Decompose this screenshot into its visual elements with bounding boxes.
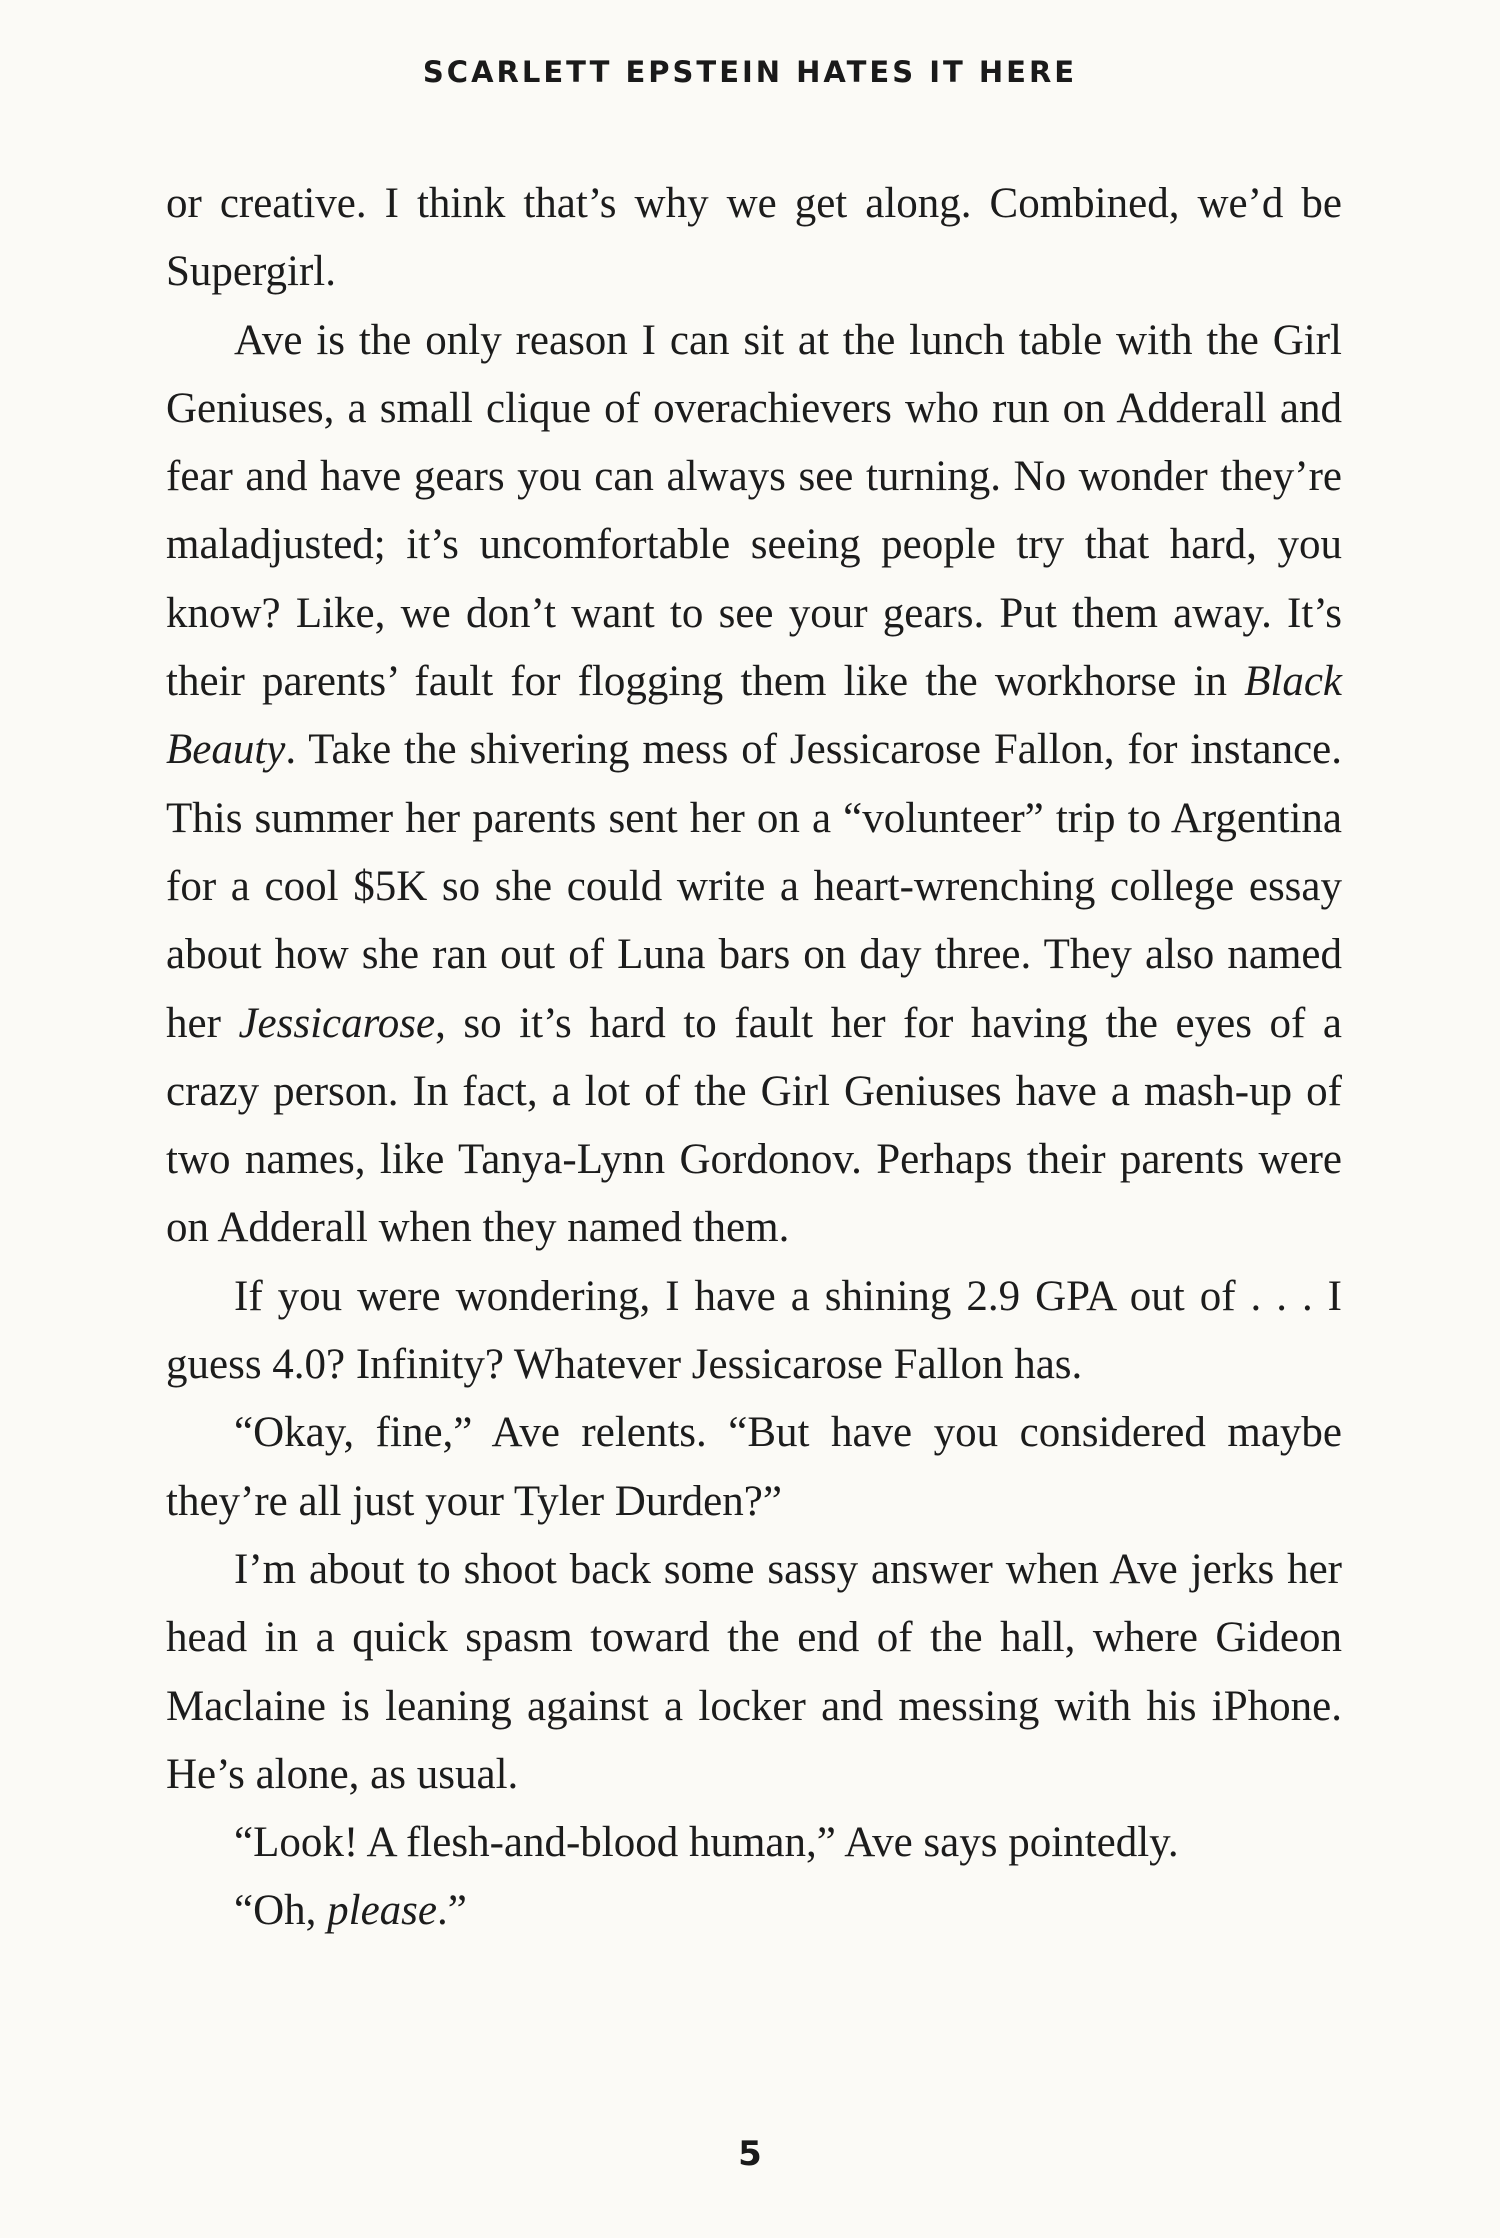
text-segment: “Look! A flesh-and-blood human,” Ave says pointedly. bbox=[234, 1819, 1179, 1867]
running-head: SCARLETT EPSTEIN HATES IT HERE bbox=[422, 55, 1078, 89]
text-segment: Ave is the only reason I can sit at the lunch table with the Girl Geniuses, a small clique of overachievers who run on Adderall and fear and have gears you can always see turning. No wonder they’re maladjusted; it’s uncomfortable seeing people try that hard, you know? Like, we don’t want to see your gears. Put them away. It’s their parents’ fault for flogging them like the workhorse in bbox=[166, 316, 1342, 706]
paragraph bbox=[166, 1263, 1342, 1400]
text-segment: or creative. I think that’s why we get along. Combined, we’d be Supergirl. bbox=[166, 180, 1342, 296]
text-segment: , so it’s hard to fault her for having the eyes of a crazy person. In fact, a lot of the Girl Geniuses have a mash-up of two names, like Tanya-Lynn Gordonov. Perhaps their parents were on Adderall when they named them. bbox=[166, 999, 1342, 1252]
emphasis-italic: please bbox=[327, 1887, 437, 1935]
paragraph bbox=[166, 307, 1342, 1263]
name-italic: Jessicarose bbox=[238, 999, 436, 1047]
text-segment: .” bbox=[437, 1887, 467, 1935]
text-segment: . Take the shivering mess of Jessicarose Fallon, for instance. This summer her parents sent her on a “volunteer” trip to Argentina for a cool $5K so she could write a heart-wrenching college essay about how she ran out of Luna bars on day three. They also named her bbox=[166, 726, 1342, 1047]
paragraph bbox=[166, 1877, 1342, 1945]
page-number: 5 bbox=[738, 2134, 762, 2174]
body-text bbox=[166, 170, 1342, 1946]
text-segment: I’m about to shoot back some sassy answer when Ave jerks her head in a quick spasm toward the end of the hall, where Gideon Maclaine is leaning against a locker and messing with his iPhone. He’s alone, as usual. bbox=[166, 1545, 1342, 1798]
text-segment: “Oh, bbox=[234, 1887, 328, 1935]
paragraph bbox=[166, 170, 1342, 307]
book-title-italic: Black Beauty bbox=[166, 658, 1342, 774]
paragraph bbox=[166, 1536, 1342, 1809]
text-segment: If you were wondering, I have a shining 2.9 GPA out of . . . I guess 4.0? Infinity? Whatever Jessicarose Fallon has. bbox=[166, 1272, 1342, 1389]
paragraph bbox=[166, 1399, 1342, 1536]
text-segment: “Okay, fine,” Ave relents. “But have you considered maybe they’re all just your Tyler Durden?” bbox=[166, 1409, 1342, 1525]
paragraph bbox=[166, 1809, 1342, 1877]
